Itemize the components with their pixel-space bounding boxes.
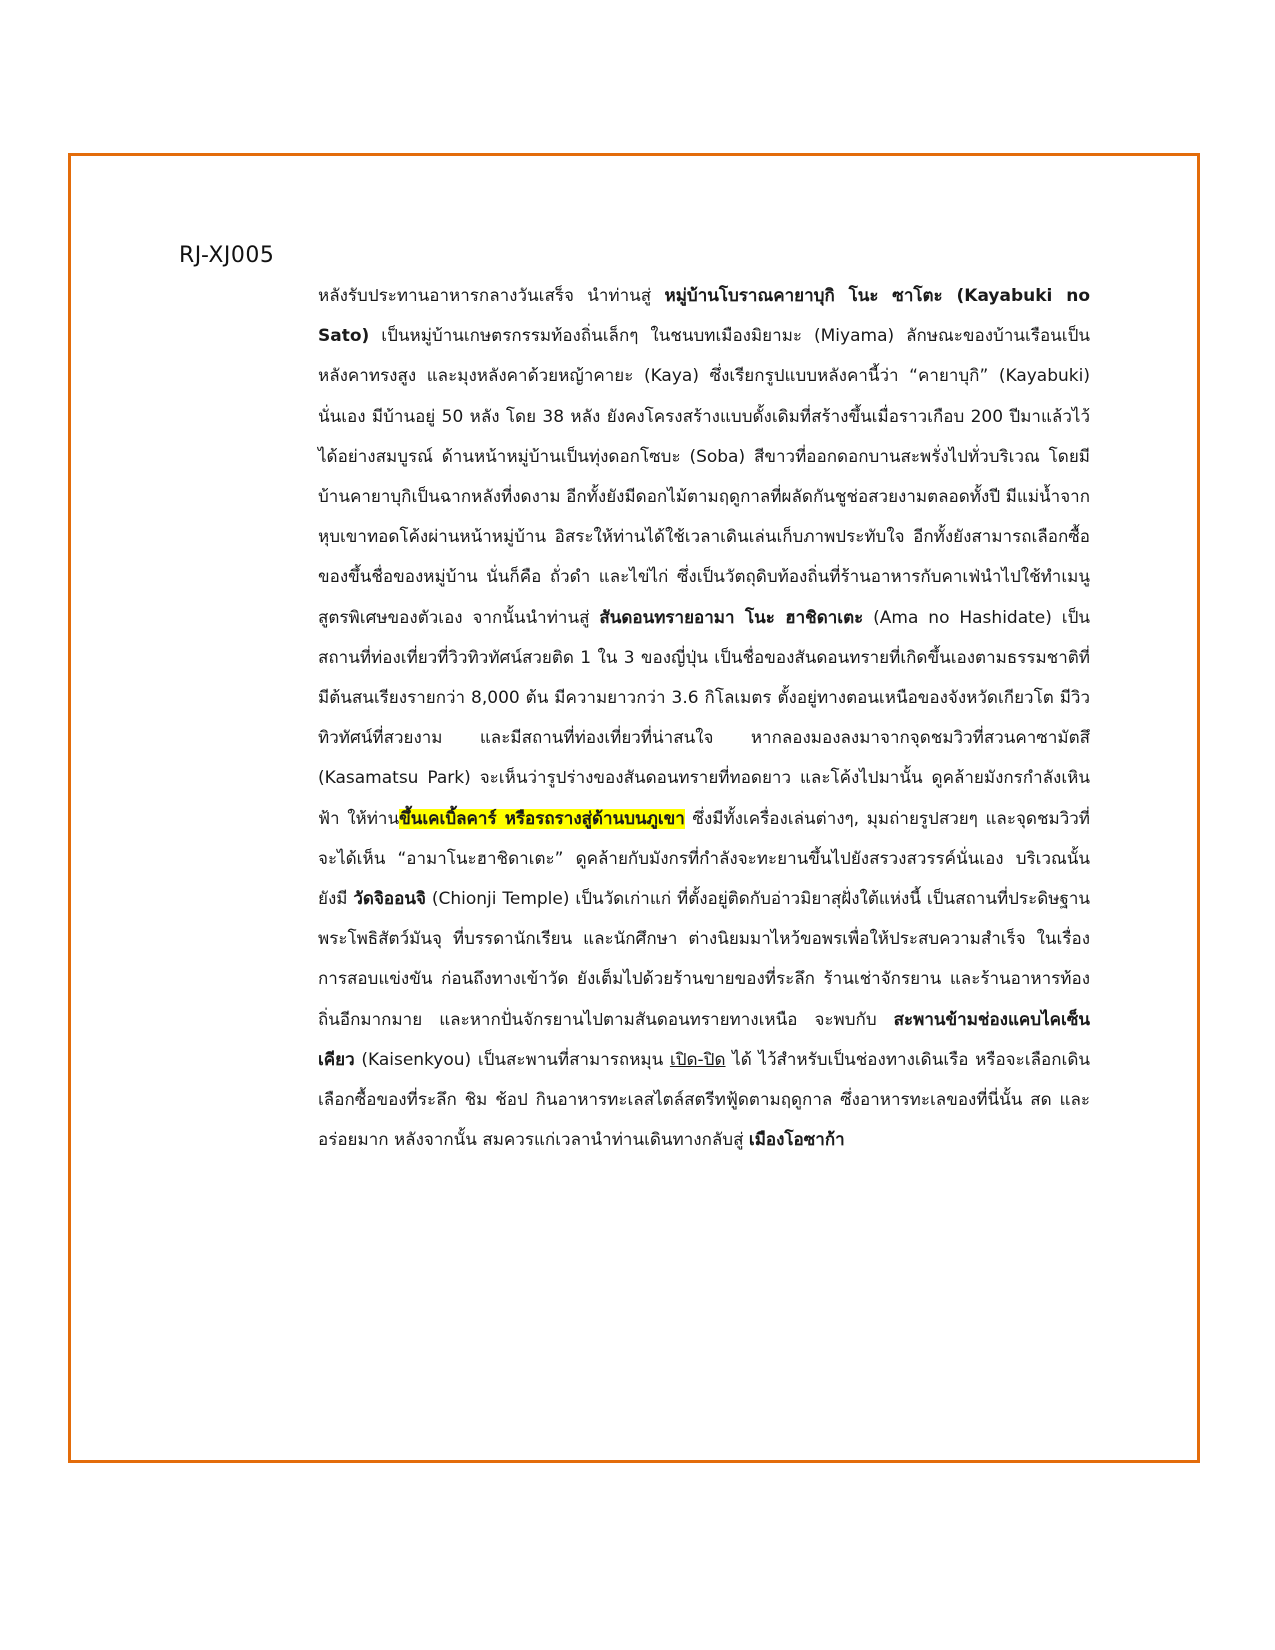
text-segment: ซึ่งมีทั้งเครื่องเล่นต่างๆ, มุมถ่ายรูปสวยๆ และจุดชมวิวที่จะได้เห็น “อามาโนะฮาชิดาเตะ” ดูคล้ายกับมังกรที่กำลังจะทะยานขึ้นไปยังสรวงสวรรค์นั่นเอง บริเวณนั้น ยังมี — [318, 808, 1090, 910]
place-name-kaisenkyou-bridge: สะพานข้ามช่องแคบไคเซ็นเคียว — [318, 1009, 1090, 1070]
place-name-chionji-temple: วัดจิออนจิ — [353, 889, 426, 910]
place-name-kayabuki-no-sato: หมู่บ้านโบราณคายาบุกิ โนะ ซาโตะ (Kayabuki no Sato) — [318, 286, 1090, 347]
text-segment: (Ama no Hashidate) เป็นสถานที่ท่องเที่ยวที่วิวทิวทัศน์สวยติด 1 ใน 3 ของญี่ปุ่น เป็นชื่อของสันดอนทรายที่เกิดขึ้นเองตามธรรมชาติที่มีต้นสนเรียงรายกว่า 8,000 ต้น มีความยาวกว่า 3.6 กิโลเมตร ตั้งอยู่ทางตอนเหนือของจังหวัดเกียวโต มีวิวทิวทัศน์ที่สวยงาม และมีสถานที่ท่องเที่ยวที่น่าสนใจ หากลองมองลงมาจากจุดชมวิวที่สวนคาซามัตสึ (Kasamatsu Park) จะเห็นว่ารูปร่างของสันดอนทรายที่ทอดยาว และโค้งไปมานั้น ดูคล้ายมังกรกำลังเหินฟ้า ให้ท่าน — [318, 607, 1090, 829]
place-name-osaka: เมืองโอซาก้า — [748, 1130, 845, 1151]
underlined-open-close: เปิด-ปิด — [669, 1049, 726, 1070]
highlighted-cable-car-note: ขึ้นเคเบิ้ลคาร์ หรือรถรางสู่ด้านบนภูเขา — [399, 808, 685, 829]
itinerary-paragraph — [318, 276, 1090, 1160]
document-code: RJ-XJ005 — [179, 243, 275, 268]
text-segment: เป็นหมู่บ้านเกษตรกรรมท้องถิ่นเล็กๆ ในชนบทเมืองมิยามะ (Miyama) ลักษณะของบ้านเรือนเป็นหลังคาทรงสูง และมุงหลังคาด้วยหญ้าคายะ (Kaya) ซึ่งเรียกรูปแบบหลังคานี้ว่า “คายาบุกิ” (Kayabuki) นั่นเอง มีบ้านอยู่ 50 หลัง โดย 38 หลัง ยังคงโครงสร้างแบบดั้งเดิมที่สร้างขึ้นเมื่อราวเกือบ 200 ปีมาแล้วไว้ได้อย่างสมบูรณ์ ด้านหน้าหมู่บ้านเป็นทุ่งดอกโซบะ (Soba) สีขาวที่ออกดอกบานสะพรั่งไปทั่วบริเวณ โดยมีบ้านคายาบุกิเป็นฉากหลังที่งดงาม อีกทั้งยังมีดอกไม้ตามฤดูกาลที่ผลัดกันชูช่อสวยงามตลอดทั้งปี มีแม่น้ำจากหุบเขาทอดโค้งผ่านหน้าหมู่บ้าน อิสระให้ท่านได้ใช้เวลาเดินเล่นเก็บภาพประทับใจ อีกทั้งยังสามารถเลือกซื้อของขึ้นชื่อของหมู่บ้าน นั่นก็คือ ถั่วดำ และไข่ไก่ ซึ่งเป็นวัตถุดิบท้องถิ่นที่ร้านอาหารกับคาเฟ่นำไปใช้ทำเมนูสูตรพิเศษของตัวเอง จากนั้นนำท่านสู่ — [318, 326, 1090, 628]
text-segment: (Kaisenkyou) เป็นสะพานที่สามารถหมุน — [354, 1049, 670, 1070]
place-name-ama-no-hashidate: สันดอนทรายอามา โนะ ฮาชิดาเตะ — [599, 607, 864, 628]
text-segment: หลังรับประทานอาหารกลางวันเสร็จ นำท่านสู่ — [318, 286, 665, 306]
text-segment: (Chionji Temple) เป็นวัดเก่าแก่ ที่ตั้งอยู่ติดกับอ่าวมิยาสุฝั่งใต้แห่งนี้ เป็นสถานที่ประดิษฐานพระโพธิสัตว์มันจุ ที่บรรดานักเรียน และนักศึกษา ต่างนิยมมาไหว้ขอพรเพื่อให้ประสบความสำเร็จ ในเรื่องการสอบแข่งขัน ก่อนถึงทางเข้าวัด ยังเต็มไปด้วยร้านขายของที่ระลึก ร้านเช่าจักรยาน และร้านอาหารท้องถิ่นอีกมากมาย และหากปั่นจักรยานไปตามสันดอนทรายทางเหนือ จะพบกับ — [318, 889, 1090, 1030]
text-segment: ได้ ไว้สำหรับเป็นช่องทางเดินเรือ หรือจะเลือกเดินเลือกซื้อของที่ระลึก ชิม ช้อป กินอาหารทะเลสไตล์สตรีทฟู้ดตามฤดูกาล ซึ่งอาหารทะเลของที่นี่นั้น สด และอร่อยมาก หลังจากนั้น สมควรแก่เวลานำท่านเดินทางกลับสู่ — [318, 1049, 1090, 1151]
